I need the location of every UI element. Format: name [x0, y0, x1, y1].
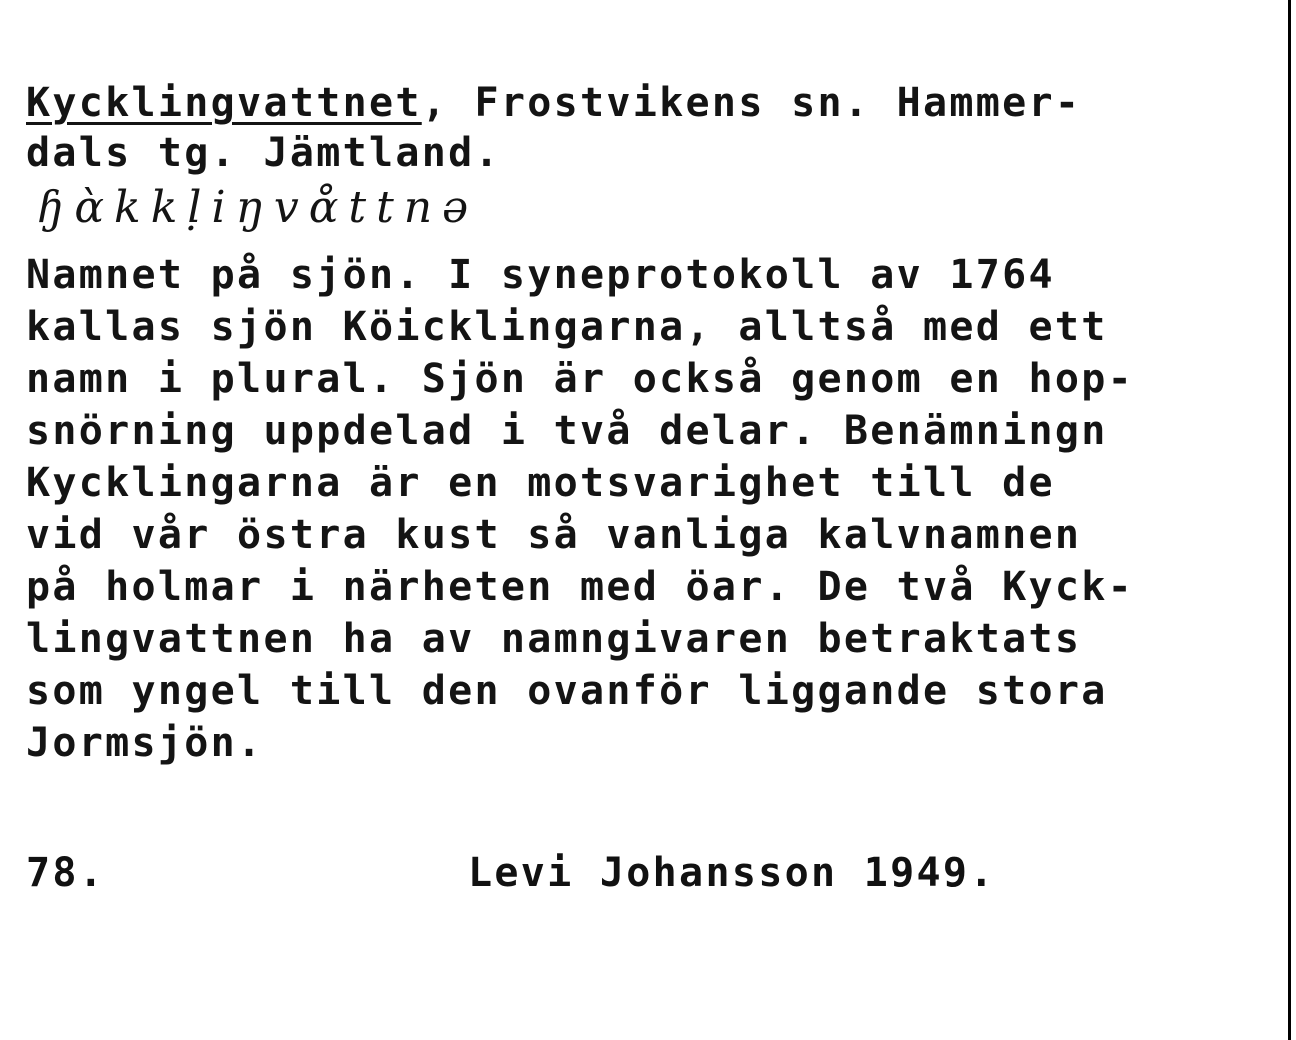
heading-parish: , Frostvikens sn. Hammer- — [421, 80, 1082, 126]
place-name: Kycklingvattnet — [26, 80, 422, 126]
body-line: lingvattnen ha av namngivaren betraktats — [26, 616, 1082, 662]
heading-line-1 — [26, 78, 1081, 128]
body-line: Jormsjön. — [26, 720, 264, 766]
body-line: Kycklingarna är en motsvarighet till de — [26, 460, 1055, 506]
body-line: kallas sjön Köicklingarna, alltså med ett — [26, 304, 1108, 350]
card-number: 78. — [26, 850, 106, 896]
author-signature: Levi Johansson 1949. — [468, 850, 996, 896]
body-line: på holmar i närheten med öar. De två Kyck- — [26, 564, 1135, 610]
body-line: som yngel till den ovanför liggande stora — [26, 668, 1108, 714]
body-line: snörning uppdelad i två delar. Benämningn — [26, 408, 1108, 454]
body-line: vid vår östra kust så vanliga kalvnamnen — [26, 512, 1082, 558]
heading-line-2: dals tg. Jämtland. — [26, 130, 501, 176]
body-line: namn i plural. Sjön är också genom en hop- — [26, 356, 1135, 402]
body-line: Namnet på sjön. I syneprotokoll av 1764 — [26, 252, 1055, 298]
card-edge-line — [1288, 0, 1291, 1040]
phonetic-transcription: ɧɑ̀kkḷiŋvɑ̊ttnə — [36, 182, 479, 233]
